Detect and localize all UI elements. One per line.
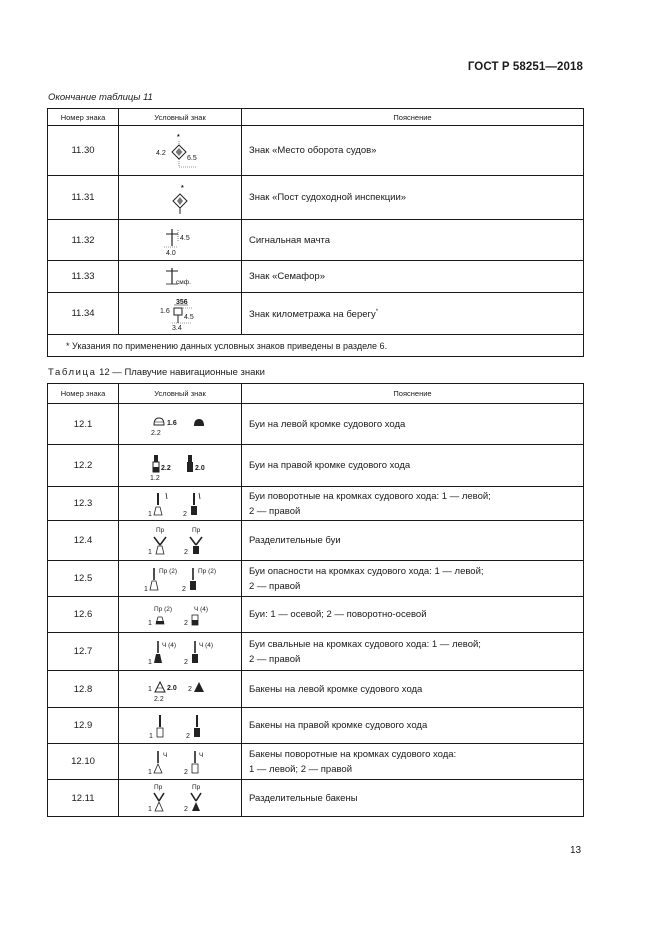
symbol-label: Ч (4)	[194, 605, 209, 613]
symbol-label: Ч (4)	[199, 641, 214, 649]
dimension-label: 3.4	[172, 324, 182, 332]
table-row	[48, 126, 584, 176]
explanation	[242, 561, 584, 597]
symbol-cell	[119, 597, 242, 633]
number-label: 1	[148, 806, 152, 813]
explanation	[242, 597, 584, 633]
sweep-buoy-symbol	[140, 637, 220, 667]
explanation-line: 2 — правой	[249, 580, 301, 592]
footnote-mark: *	[375, 308, 379, 315]
explanation	[242, 671, 584, 708]
explanation	[242, 445, 584, 487]
signal-mast-symbol	[160, 224, 200, 256]
explanation	[242, 708, 584, 744]
symbol-cell	[119, 780, 242, 817]
table-row	[48, 521, 584, 561]
sign-number: 12.7	[48, 633, 119, 671]
sign-number: 12.11	[48, 780, 119, 817]
right-buoy-symbol	[140, 450, 220, 482]
column-header: Номер знака	[48, 384, 119, 404]
axial-buoy-symbol	[140, 601, 220, 629]
explanation-line: 1 — левой; 2 — правой	[249, 763, 353, 775]
standard-header: ГОСТ Р 58251—2018	[467, 61, 583, 73]
explanation-line: Буи на левой кромке судового хода	[249, 418, 406, 430]
dimension-label: 2.2	[151, 430, 161, 437]
symbol-label: Ч	[199, 751, 204, 759]
caption-text: 12 — Плавучие навигационные знаки	[99, 367, 265, 378]
dimension-label: 4.2	[156, 149, 166, 157]
symbol-label: Пр (2)	[154, 605, 173, 613]
table-row	[48, 487, 584, 521]
sign-number: 12.2	[48, 445, 119, 487]
symbol-label: Пр	[192, 784, 201, 791]
asterisk-label: *	[177, 133, 180, 141]
symbol-cell	[119, 261, 242, 293]
explanation	[242, 404, 584, 445]
number-label: 2	[184, 806, 188, 813]
column-header: Пояснение	[242, 384, 584, 404]
column-header: Номер знака	[48, 109, 119, 126]
explanation-line: Буи поворотные на кромках судового хода: 1 — левой;	[249, 490, 491, 502]
table-row	[48, 261, 584, 293]
sign-number: 12.4	[48, 521, 119, 561]
explanation: Знак «Семафор»	[242, 261, 584, 293]
dimension-label: 1.2	[150, 474, 160, 482]
symbol-cell	[119, 521, 242, 561]
number-label: 2	[186, 732, 190, 740]
explanation-line: Разделительные бакены	[249, 792, 358, 804]
symbol-cell	[119, 633, 242, 671]
explanation: Сигнальная мачта	[242, 220, 584, 261]
table-12	[47, 383, 584, 817]
explanation-line: Бакены на левой кромке судового хода	[249, 683, 423, 695]
table-row	[48, 708, 584, 744]
asterisk-label: *	[181, 184, 184, 192]
symbol-label: Ч (4)	[162, 641, 177, 649]
explanation-line: Буи опасности на кромках судового хода: 1 — левой;	[249, 565, 484, 577]
number-label: 2	[183, 510, 187, 518]
dimension-label: 1.6	[160, 307, 170, 315]
number-label: 2	[184, 619, 188, 627]
table-row	[48, 780, 584, 817]
dimension-label: 2.0	[167, 685, 177, 692]
column-header: Условный знак	[119, 384, 242, 404]
explanation	[242, 780, 584, 817]
sign-number: 11.31	[48, 176, 119, 220]
explanation	[242, 487, 584, 521]
separation-buoy-symbol	[140, 525, 220, 557]
table-row	[48, 561, 584, 597]
table-row	[48, 404, 584, 445]
number-label: 2	[184, 548, 188, 556]
dimension-label: 2.2	[161, 464, 171, 472]
explanation	[242, 633, 584, 671]
left-buoy-symbol	[140, 409, 220, 439]
symbol-label: смф.	[176, 278, 191, 286]
symbol-cell	[119, 293, 242, 335]
explanation-line: Бакены поворотные на кромках судового хода:	[249, 748, 457, 760]
table-row	[48, 671, 584, 708]
number-label: 2	[182, 585, 186, 593]
table-row	[48, 293, 584, 335]
right-beacon-symbol	[140, 711, 220, 741]
turning-place-symbol	[150, 131, 210, 171]
left-beacon-symbol	[140, 675, 220, 703]
dimension-label: 1.6	[167, 420, 177, 427]
explanation-line: Разделительные буи	[249, 535, 341, 546]
sign-number: 12.5	[48, 561, 119, 597]
dimension-label: 4.5	[180, 235, 190, 242]
dimension-label: 2.0	[195, 464, 205, 472]
number-label: 1	[148, 619, 152, 627]
dimension-label: 2.2	[154, 696, 164, 703]
table11-caption: Окончание таблицы 11	[48, 92, 153, 103]
sign-number: 11.32	[48, 220, 119, 261]
footnote: * Указания по применению данных условных знаков приведены в разделе 6.	[48, 335, 584, 357]
symbol-label: Пр (2)	[198, 567, 217, 575]
dimension-label: 4.0	[166, 250, 176, 256]
number-label: 1	[148, 658, 152, 666]
symbol-cell	[119, 445, 242, 487]
table-11	[47, 108, 584, 357]
km-label: 356	[176, 298, 188, 306]
number-label: 1	[148, 686, 152, 693]
number-label: 2	[184, 658, 188, 666]
table-row	[48, 744, 584, 780]
sign-number: 12.6	[48, 597, 119, 633]
number-label: 1	[148, 548, 152, 556]
explanation-line: Буи на правой кромке судового хода	[249, 460, 411, 471]
table-row	[48, 597, 584, 633]
symbol-label: Пр	[192, 526, 201, 534]
turning-beacon-symbol	[140, 747, 220, 777]
explanation-line: Буи: 1 — осевой; 2 — поворотно-осевой	[249, 609, 427, 620]
symbol-label: Пр	[156, 526, 165, 534]
explanation-text: Знак километража на берегу	[249, 309, 376, 321]
explanation	[242, 293, 584, 335]
danger-buoy-symbol	[138, 564, 222, 594]
sign-number: 11.30	[48, 126, 119, 176]
table-row	[48, 220, 584, 261]
table-header-row	[48, 384, 584, 404]
symbol-label: Пр	[154, 784, 163, 791]
explanation-line: 2 — правой	[249, 653, 301, 665]
page-number: 13	[570, 845, 582, 856]
sign-number: 12.1	[48, 404, 119, 445]
inspection-post-symbol	[160, 180, 200, 216]
table-header-row	[48, 109, 584, 126]
explanation-line: Бакены на правой кромке судового хода	[249, 720, 428, 731]
number-label: 1	[149, 732, 153, 740]
explanation-line: 2 — правой	[249, 505, 301, 517]
semaphore-symbol	[160, 265, 200, 289]
symbol-cell	[119, 671, 242, 708]
symbol-cell	[119, 744, 242, 780]
explanation-line: Буи свальные на кромках судового хода: 1 — левой;	[249, 638, 481, 650]
table12-caption	[48, 367, 265, 378]
symbol-cell	[119, 176, 242, 220]
explanation	[242, 744, 584, 780]
symbol-label: Ч	[163, 751, 168, 759]
footnote-row	[48, 335, 584, 357]
caption-prefix: Таблица	[48, 367, 97, 378]
column-header: Условный знак	[119, 109, 242, 126]
sign-number: 11.33	[48, 261, 119, 293]
symbol-cell	[119, 708, 242, 744]
symbol-cell	[119, 126, 242, 176]
explanation: Знак «Пост судоходной инспекции»	[242, 176, 584, 220]
turning-buoy-symbol	[140, 489, 220, 519]
table-row	[48, 176, 584, 220]
column-header: Пояснение	[242, 109, 584, 126]
sign-number: 12.9	[48, 708, 119, 744]
dimension-label: 4.5	[184, 313, 194, 321]
sign-number: 12.8	[48, 671, 119, 708]
number-label: 1	[148, 768, 152, 776]
number-label: 1	[148, 510, 152, 518]
symbol-cell	[119, 220, 242, 261]
explanation: Знак «Место оборота судов»	[242, 126, 584, 176]
number-label: 1	[144, 585, 148, 593]
explanation	[242, 521, 584, 561]
number-label: 2	[188, 686, 192, 693]
symbol-cell	[119, 404, 242, 445]
separation-beacon-symbol	[140, 782, 220, 814]
sign-number: 12.10	[48, 744, 119, 780]
sign-number: 12.3	[48, 487, 119, 521]
dimension-label: 6.5	[187, 154, 197, 162]
sign-number: 11.34	[48, 293, 119, 335]
symbol-label: Пр (2)	[159, 567, 178, 575]
table-row	[48, 633, 584, 671]
kilometre-sign-symbol	[150, 296, 210, 332]
table-row	[48, 445, 584, 487]
symbol-cell	[119, 561, 242, 597]
symbol-cell	[119, 487, 242, 521]
number-label: 2	[184, 768, 188, 776]
